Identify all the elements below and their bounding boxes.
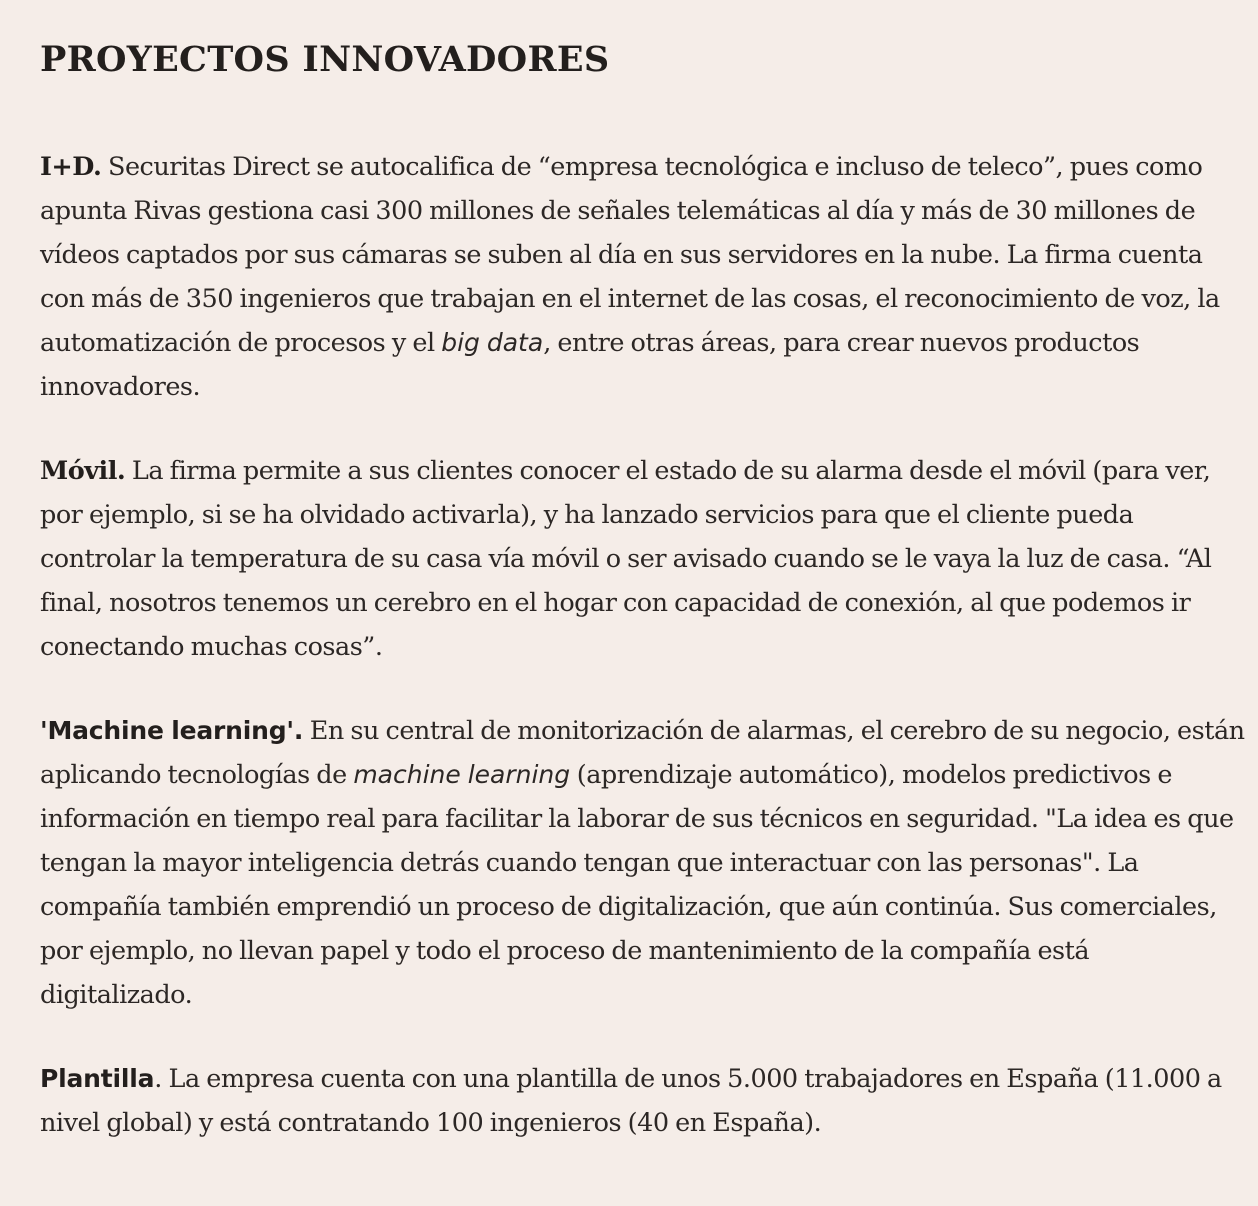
paragraph-movil bbox=[40, 449, 1245, 669]
paragraph-plantilla bbox=[40, 1057, 1245, 1145]
paragraph-text: La firma permite a sus clientes conocer el estado de su alarma desde el móvil (para ver, por ejemplo, si se ha olvidado activarla), y ha lanzado servicios para que el cliente pueda controlar la temperatura de su casa vía móvil o ser avisado cuando se le vaya la luz de casa. “Al final, nosotros tenemos un cerebro en el hogar con capacidad de conexión, al que podemos ir conectando muchas cosas”. bbox=[40, 456, 1212, 662]
emphasized-term: machine learning bbox=[353, 760, 571, 789]
paragraph-text: , entre otras áreas, para crear nuevos productos innovadores. bbox=[40, 328, 1140, 402]
paragraph-id bbox=[40, 145, 1245, 409]
paragraph-text: (aprendizaje automático), modelos predictivos e información en tiempo real para facilitar la laborar de sus técnicos en seguridad. "La idea es que tengan la mayor inteligencia detrás cuando tengan que interactuar con las personas". La compañía también emprendió un proceso de digitalización, que aún continúa. Sus comerciales, por ejemplo, no llevan papel y todo el proceso de mantenimiento de la compañía está digitalizado. bbox=[40, 760, 1234, 1010]
paragraph-lead: Plantilla bbox=[40, 1064, 155, 1093]
paragraph-text: . La empresa cuenta con una plantilla de unos 5.000 trabajadores en España (11.000 a nivel global) y está contratando 100 ingenieros (40 en España). bbox=[40, 1064, 1222, 1138]
paragraph-lead: I+D. bbox=[40, 152, 102, 182]
paragraph-machine-learning bbox=[40, 709, 1245, 1017]
paragraph-text: Securitas Direct se autocalifica de “empresa tecnológica e incluso de teleco”, pues como apunta Rivas gestiona casi 300 millones de señales telemáticas al día y más de 30 millones de vídeos captados por sus cámaras se suben al día en sus servidores en la nube. La firma cuenta con más de 350 ingenieros que trabajan en el internet de las cosas, el reconocimiento de voz, la automatización de procesos y el bbox=[40, 152, 1220, 358]
paragraph-lead: 'Machine learning'. bbox=[40, 716, 304, 745]
paragraph-lead: Móvil. bbox=[40, 456, 126, 486]
section-heading: PROYECTOS INNOVADORES bbox=[40, 39, 610, 80]
emphasized-term: big data bbox=[441, 328, 544, 357]
paragraph-text: En su central de monitorización de alarmas, el cerebro de su negocio, están aplicando tecnologías de bbox=[40, 716, 1245, 790]
